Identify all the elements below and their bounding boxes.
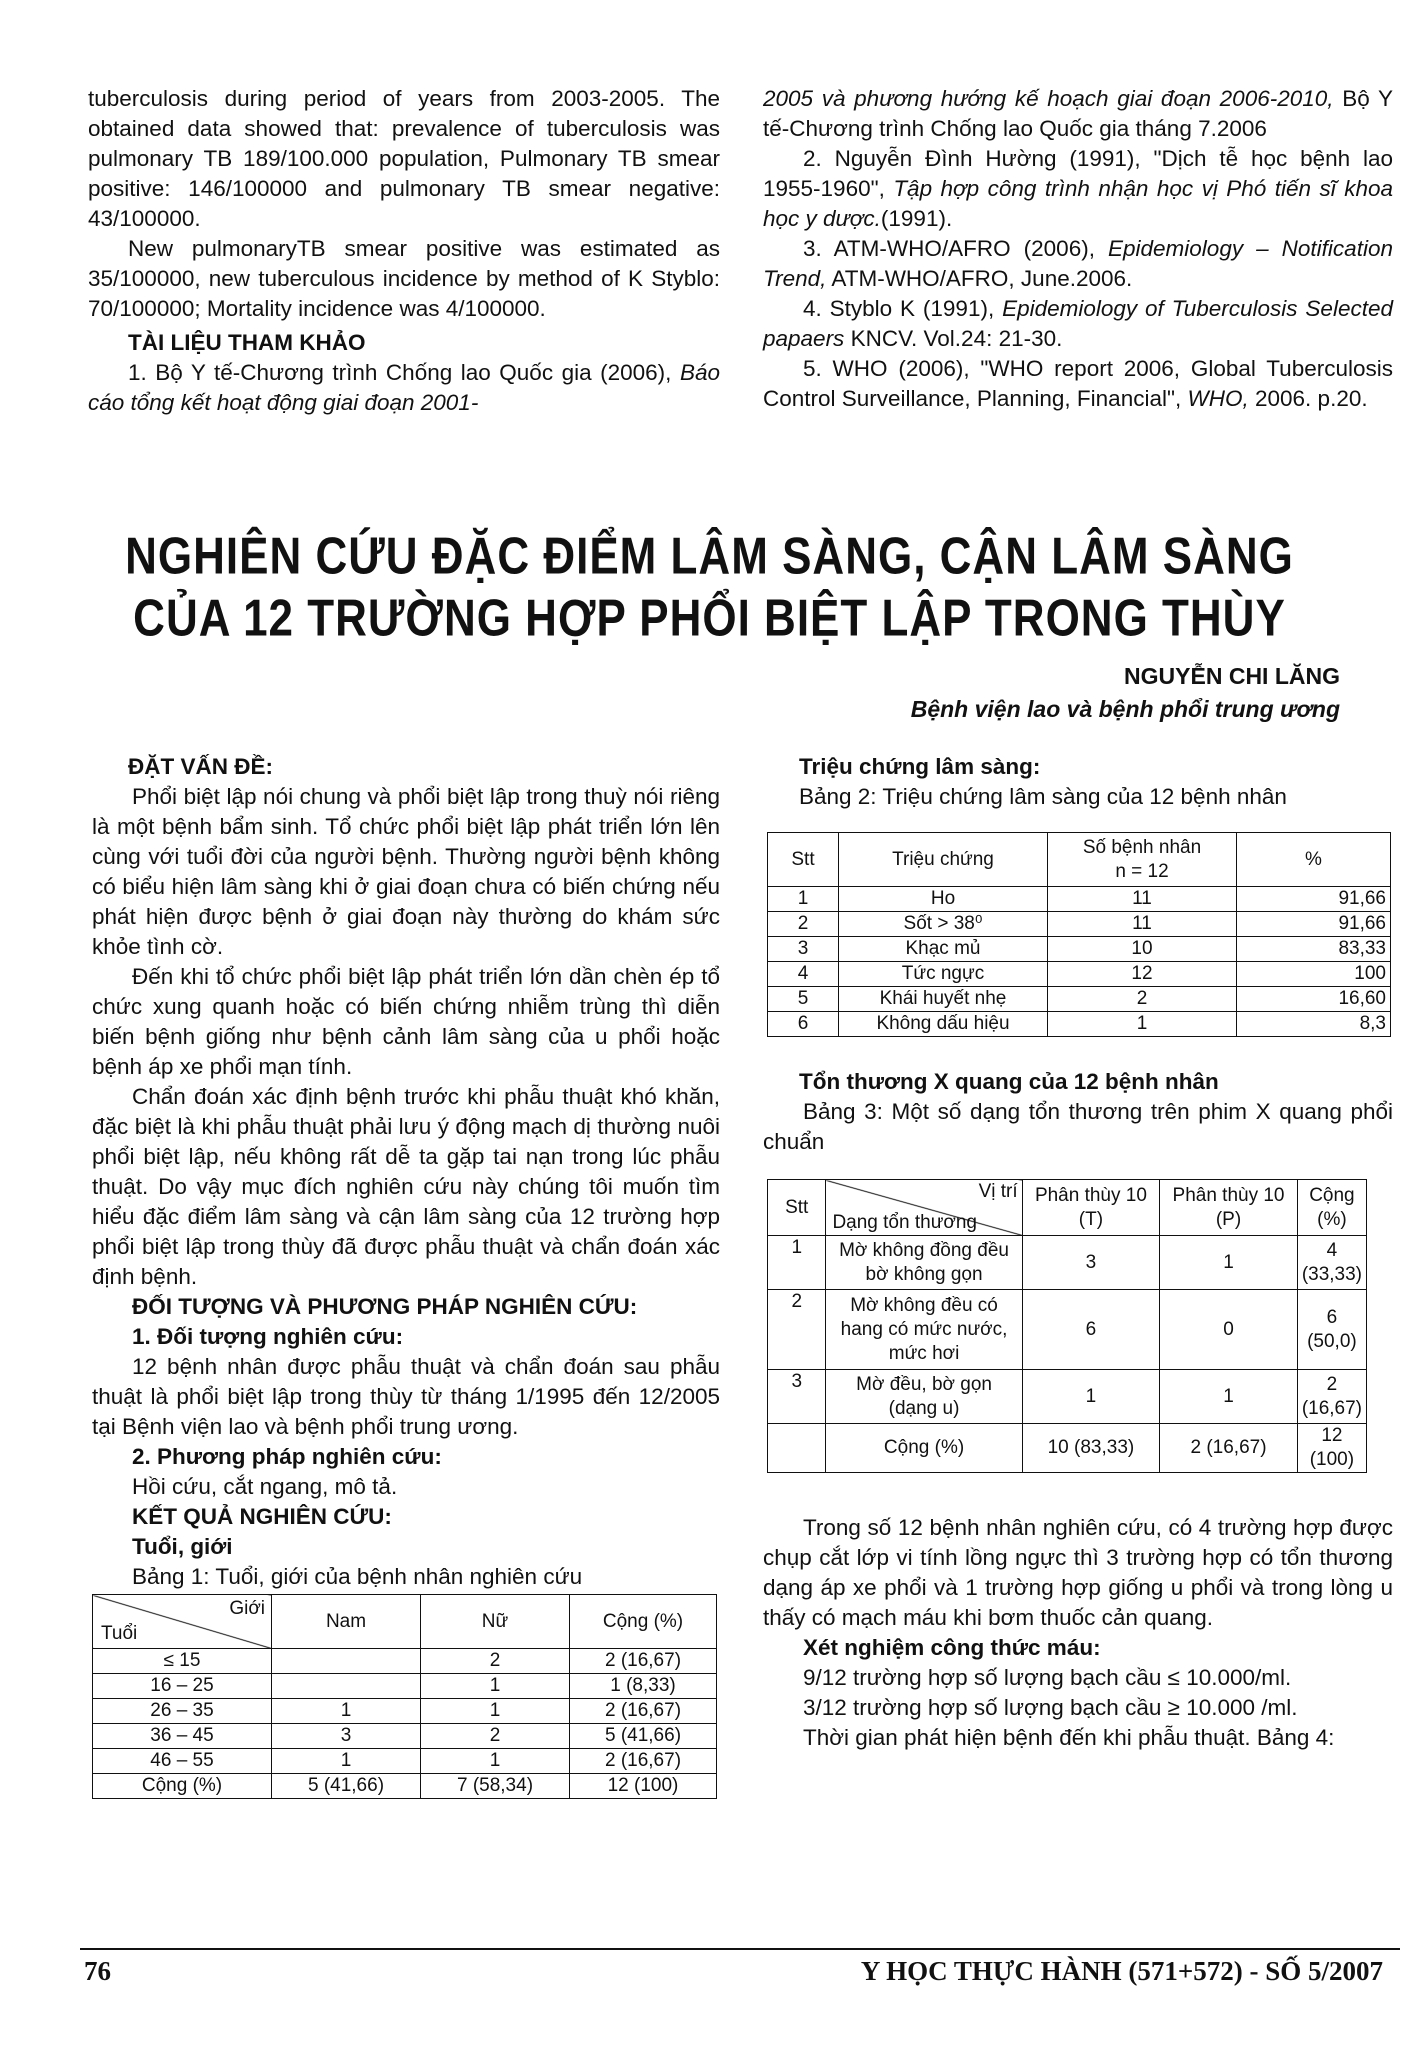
table-row	[768, 1236, 1367, 1290]
table-3-total-left: 10 (83,33)	[1022, 1424, 1160, 1473]
prev-article-right-column	[763, 84, 1393, 414]
table-3-total-row	[768, 1424, 1367, 1473]
reference-4-text: 4. Styblo K (1991),	[803, 296, 995, 321]
table-2-header-n: n = 12	[1115, 860, 1169, 882]
table-3-total-sum: 12 (100)	[1297, 1424, 1366, 1473]
table-3-total-cell: 4 (33,33)	[1297, 1236, 1366, 1290]
table-3-xray-lesions	[767, 1179, 1367, 1473]
table-3-header-left	[1022, 1180, 1160, 1236]
table-1-caption: Bảng 1: Tuổi, giới của bệnh nhân nghiên cứu	[132, 1564, 583, 1589]
table-row	[768, 1370, 1367, 1424]
reference-1-text: 1. Bộ Y tế-Chương trình Chống lao Quốc gia (2006),	[128, 360, 672, 385]
table-2-percent-cell: 91,66	[1237, 912, 1391, 937]
table-1-female-cell: 2	[421, 1649, 570, 1674]
table-2-header-patients	[1048, 833, 1237, 887]
table-3-stt-cell: 3	[768, 1370, 826, 1424]
prev-abstract-paragraph-2: New pulmonaryTB smear positive was estimated as 35/100000, new tuberculous incidence by method of K Styblo: 70/100000; Mortality incidence was 4/100000.	[88, 236, 720, 321]
subheading-method: 2. Phương pháp nghiên cứu:	[132, 1444, 442, 1469]
reference-1	[88, 358, 720, 418]
table-row	[768, 987, 1391, 1012]
table-2-symptom-cell: Khái huyết nhẹ	[839, 987, 1048, 1012]
subheading-blood-test: Xét nghiệm công thức máu:	[803, 1635, 1101, 1660]
table-1-female-cell: 7 (58,34)	[421, 1774, 570, 1799]
table-3-total-cell: 2 (16,67)	[1297, 1370, 1366, 1424]
table-3-caption: Bảng 3: Một số dạng tổn thương trên phim X quang phổi chuẩn	[763, 1099, 1393, 1154]
table-row	[93, 1724, 717, 1749]
time-to-surgery-paragraph: Thời gian phát hiện bệnh đến khi phẫu thuật. Bảng 4:	[803, 1725, 1335, 1750]
table-3-empty-cell	[768, 1424, 826, 1473]
table-1-header-age: Tuổi	[101, 1623, 138, 1644]
subheading-subjects: 1. Đối tượng nghiên cứu:	[132, 1324, 404, 1349]
table-3-lesion-cell: Mờ đều, bờ gọn (dạng u)	[826, 1370, 1022, 1424]
table-3-left-cell: 1	[1022, 1370, 1160, 1424]
article-author: NGUYỄN CHI LĂNG	[1124, 663, 1340, 689]
table-1-header-sex: Giới	[229, 1598, 265, 1619]
table-2-header-stt: Stt	[768, 833, 839, 887]
table-1-male-cell: 1	[272, 1699, 421, 1724]
table-2-symptom-cell: Ho	[839, 887, 1048, 912]
table-3-header-stt: Stt	[768, 1180, 826, 1236]
table-1-age-sex	[92, 1594, 717, 1799]
table-1-age-cell: 16 – 25	[93, 1674, 272, 1699]
table-row	[93, 1699, 717, 1724]
table-2-stt-cell: 1	[768, 887, 839, 912]
reference-3-title: Epidemiology – Notification Trend,	[763, 236, 1393, 291]
table-3-header-row	[768, 1180, 1367, 1236]
reference-1-title-continued: 2005 và phương hướng kế hoạch giai đoạn 2006-2010,	[763, 86, 1334, 111]
table-row	[768, 937, 1391, 962]
table-2-stt-cell: 2	[768, 912, 839, 937]
reference-1-publisher: Bộ Y tế-Chương trình Chống lao Quốc gia tháng 7.2006	[763, 86, 1393, 141]
table-1-header-female: Nữ	[421, 1595, 570, 1649]
table-2-symptoms	[767, 832, 1391, 1037]
table-2-stt-cell: 6	[768, 1012, 839, 1037]
subheading-clinical-symptoms: Triệu chứng lâm sàng:	[799, 754, 1041, 779]
table-2-header-patients-label: Số bệnh nhân	[1082, 836, 1202, 858]
table-1-age-cell: Cộng (%)	[93, 1774, 272, 1799]
reference-3-text: 3. ATM-WHO/AFRO (2006),	[803, 236, 1095, 261]
table-2-percent-cell: 83,33	[1237, 937, 1391, 962]
reference-2-year: (1991).	[880, 206, 953, 231]
table-3-total-right: 2 (16,67)	[1160, 1424, 1298, 1473]
table-1-header-male: Nam	[272, 1595, 421, 1649]
article-title-line-2: CỦA 12 TRƯỜNG HỢP PHỔI BIỆT LẬP TRONG THÙY	[133, 589, 1286, 648]
table-2-symptom-cell: Tức ngực	[839, 962, 1048, 987]
table-3-lesion-cell: Mờ không đều có hang có mức nước, mức hơi	[826, 1290, 1022, 1370]
footer-rule	[80, 1948, 1400, 1950]
method-paragraph: Hồi cứu, cắt ngang, mô tả.	[132, 1474, 398, 1499]
table-2-count-cell: 1	[1048, 1012, 1237, 1037]
table-2-percent-cell: 100	[1237, 962, 1391, 987]
table-row	[768, 887, 1391, 912]
table-1-total-cell: 1 (8,33)	[570, 1674, 717, 1699]
table-row	[93, 1674, 717, 1699]
intro-paragraph-3: Chẩn đoán xác định bệnh trước khi phẫu thuật khó khăn, đặc biệt là khi phẫu thuật phải lưu ý động mạch dị thường nuôi phổi biệt lập, nếu không rất dễ ta gặp tai nạn trong lúc phẫu thuật. Do vậy mục đích nghiên cứu này chúng tôi muốn tìm hiểu đặc điểm lâm sàng và cận lâm sàng của 12 trường hợp phổi biệt lập trong thùy đã được phẫu thuật và chẩn đoán xác định bệnh.	[92, 1084, 720, 1289]
table-3-left-cell: 6	[1022, 1290, 1160, 1370]
reference-2-title: Tập hợp công trình nhận học vị Phó tiến sĩ khoa học y dược.	[763, 176, 1393, 231]
table-1-male-cell	[272, 1649, 421, 1674]
table-row	[93, 1649, 717, 1674]
table-3-right-cell: 1	[1160, 1370, 1298, 1424]
section-heading-introduction: ĐẶT VẤN ĐỀ:	[128, 754, 273, 779]
table-3-header-total: Cộng (%)	[1297, 1180, 1366, 1236]
prev-article-left-column	[88, 84, 720, 418]
section-heading-methods: ĐỐI TƯỢNG VÀ PHƯƠNG PHÁP NGHIÊN CỨU:	[132, 1294, 638, 1319]
table-1-male-cell: 3	[272, 1724, 421, 1749]
article-right-column	[763, 752, 1393, 1753]
table-2-percent-cell: 8,3	[1237, 1012, 1391, 1037]
table-2-header-row	[768, 833, 1391, 887]
table-2-count-cell: 11	[1048, 887, 1237, 912]
table-1-total-cell: 2 (16,67)	[570, 1699, 717, 1724]
reference-4-source: KNCV. Vol.24: 21-30.	[850, 326, 1063, 351]
subheading-xray: Tổn thương X quang của 12 bệnh nhân	[799, 1069, 1219, 1094]
table-3-header-right	[1160, 1180, 1298, 1236]
section-heading-results: KẾT QUẢ NGHIÊN CỨU:	[132, 1504, 392, 1529]
table-1-age-cell: ≤ 15	[93, 1649, 272, 1674]
table-2-stt-cell: 4	[768, 962, 839, 987]
intro-paragraph-1: Phổi biệt lập nói chung và phổi biệt lập trong thuỳ nói riêng là một bệnh bẩm sinh. Tổ chức phổi biệt lập phát triển lớn lên cùng với tuổi đời của người bệnh. Thường người bệnh không có biểu hiện lâm sàng khi ở giai đoạn chưa có biến chứng nếu phát hiện được bệnh ở giai đoạn này thường do khám sức khỏe tình cờ.	[92, 784, 720, 959]
table-1-female-cell: 1	[421, 1674, 570, 1699]
table-1-header-total: Cộng (%)	[570, 1595, 717, 1649]
reference-2-text: 2. Nguyễn Đình Hường (1991), "Dịch tễ học bệnh lao 1955-1960",	[763, 146, 1393, 201]
table-1-total-cell: 2 (16,67)	[570, 1749, 717, 1774]
table-1-female-cell: 1	[421, 1749, 570, 1774]
blood-test-line-2: 3/12 trường hợp số lượng bạch cầu ≥ 10.000 /ml.	[803, 1695, 1298, 1720]
reference-5-text: 5. WHO (2006), "WHO report 2006, Global Tuberculosis Control Surveillance, Planning, Financial",	[763, 356, 1393, 411]
article-title-line-1: NGHIÊN CỨU ĐẶC ĐIỂM LÂM SÀNG, CẬN LÂM SÀNG	[125, 527, 1294, 586]
table-3-total-cell: 6 (50,0)	[1297, 1290, 1366, 1370]
table-1-male-cell: 1	[272, 1749, 421, 1774]
table-2-percent-cell: 91,66	[1237, 887, 1391, 912]
reference-4	[763, 294, 1393, 354]
table-1-total-cell: 2 (16,67)	[570, 1649, 717, 1674]
table-3-header-left-label: Phân thùy 10	[1034, 1184, 1147, 1206]
table-1-male-cell	[272, 1674, 421, 1699]
table-2-symptom-cell: Sốt > 38⁰	[839, 912, 1048, 937]
table-1-age-cell: 26 – 35	[93, 1699, 272, 1724]
table-1-female-cell: 1	[421, 1699, 570, 1724]
intro-paragraph-2: Đến khi tổ chức phổi biệt lập phát triển lớn dần chèn ép tổ chức xung quanh hoặc có biến chứng nhiễm trùng thì diễn biến bệnh giống như bệnh cảnh lâm sàng của u phổi hoặc bệnh áp xe phổi mạn tính.	[92, 964, 720, 1079]
table-2-count-cell: 2	[1048, 987, 1237, 1012]
page-number: 76	[84, 1956, 111, 1986]
table-2-stt-cell: 5	[768, 987, 839, 1012]
table-3-header-right-side: (P)	[1215, 1208, 1242, 1230]
table-1-total-cell: 12 (100)	[570, 1774, 717, 1799]
table-row	[768, 1012, 1391, 1037]
table-3-right-cell: 1	[1160, 1236, 1298, 1290]
table-3-header-location: Vị trí	[978, 1181, 1018, 1202]
prev-abstract-paragraph-1: tuberculosis during period of years from 2003-2005. The obtained data showed that: prevalence of tuberculosis was pulmonary TB 189/100.000 population, Pulmonary TB smear positive: 146/100000 and pulmonary TB smear negative: 43/100000.	[88, 86, 720, 231]
reference-1-title: Báo cáo tổng kết hoạt động giai đoạn 2001-	[88, 360, 720, 415]
reference-5-source: WHO,	[1187, 386, 1249, 411]
table-2-symptom-cell: Khạc mủ	[839, 937, 1048, 962]
table-2-percent-cell: 16,60	[1237, 987, 1391, 1012]
ct-scan-paragraph: Trong số 12 bệnh nhân nghiên cứu, có 4 trường hợp được chụp cắt lớp vi tính lồng ngực thì 3 trường hợp có tổn thương dạng áp xe phổi và 1 trường hợp giống u phổi và trong lòng u thấy có mạch máu khi bơm thuốc cản quang.	[763, 1515, 1393, 1630]
table-3-header-left-side: (T)	[1078, 1208, 1104, 1230]
table-1-corner-cell	[93, 1595, 272, 1649]
journal-name: Y HỌC THỰC HÀNH (571+572) - SỐ 5/2007	[860, 1956, 1383, 1986]
reference-4-title: Epidemiology of Tuberculosis Selected papaers	[763, 296, 1393, 351]
subheading-age-sex: Tuổi, giới	[132, 1534, 233, 1559]
reference-3	[763, 234, 1393, 294]
table-1-total-cell: 5 (41,66)	[570, 1724, 717, 1749]
table-1-header-row	[93, 1595, 717, 1649]
table-3-left-cell: 3	[1022, 1236, 1160, 1290]
reference-3-source: ATM-WHO/AFRO, June.2006.	[831, 266, 1133, 291]
blood-test-line-1: 9/12 trường hợp số lượng bạch cầu ≤ 10.000/ml.	[803, 1665, 1292, 1690]
table-2-stt-cell: 3	[768, 937, 839, 962]
table-3-right-cell: 0	[1160, 1290, 1298, 1370]
table-3-header-right-label: Phân thùy 10	[1172, 1184, 1285, 1206]
table-1-age-cell: 36 – 45	[93, 1724, 272, 1749]
table-2-count-cell: 12	[1048, 962, 1237, 987]
table-2-header-symptom: Triệu chứng	[839, 833, 1048, 887]
table-2-count-cell: 11	[1048, 912, 1237, 937]
table-1-male-cell: 5 (41,66)	[272, 1774, 421, 1799]
table-row	[93, 1749, 717, 1774]
reference-2	[763, 144, 1393, 234]
table-1-female-cell: 2	[421, 1724, 570, 1749]
reference-5	[763, 354, 1393, 414]
table-row	[768, 912, 1391, 937]
article-affiliation: Bệnh viện lao và bệnh phổi trung ương	[910, 696, 1340, 722]
table-row	[768, 1290, 1367, 1370]
table-3-header-lesion-type: Dạng tổn thương	[832, 1212, 978, 1233]
table-row	[93, 1774, 717, 1799]
reference-1-continued	[763, 84, 1393, 144]
table-2-caption: Bảng 2: Triệu chứng lâm sàng của 12 bệnh nhân	[799, 784, 1287, 809]
subjects-paragraph: 12 bệnh nhân được phẫu thuật và chẩn đoán sau phẫu thuật là phổi biệt lập trong thùy từ tháng 1/1995 đến 12/2005 tại Bệnh viện lao và bệnh phổi trung ương.	[92, 1354, 720, 1439]
references-heading: TÀI LIỆU THAM KHẢO	[128, 330, 366, 355]
table-3-stt-cell: 2	[768, 1290, 826, 1370]
table-2-symptom-cell: Không dấu hiệu	[839, 1012, 1048, 1037]
table-row	[768, 962, 1391, 987]
table-2-header-percent: %	[1237, 833, 1391, 887]
table-3-corner-cell	[826, 1180, 1022, 1236]
table-3-total-label: Cộng (%)	[826, 1424, 1022, 1473]
article-left-column	[92, 752, 720, 1799]
table-2-count-cell: 10	[1048, 937, 1237, 962]
reference-5-year: 2006. p.20.	[1255, 386, 1368, 411]
table-1-age-cell: 46 – 55	[93, 1749, 272, 1774]
table-3-lesion-cell: Mờ không đồng đều bờ không gọn	[826, 1236, 1022, 1290]
table-3-stt-cell: 1	[768, 1236, 826, 1290]
